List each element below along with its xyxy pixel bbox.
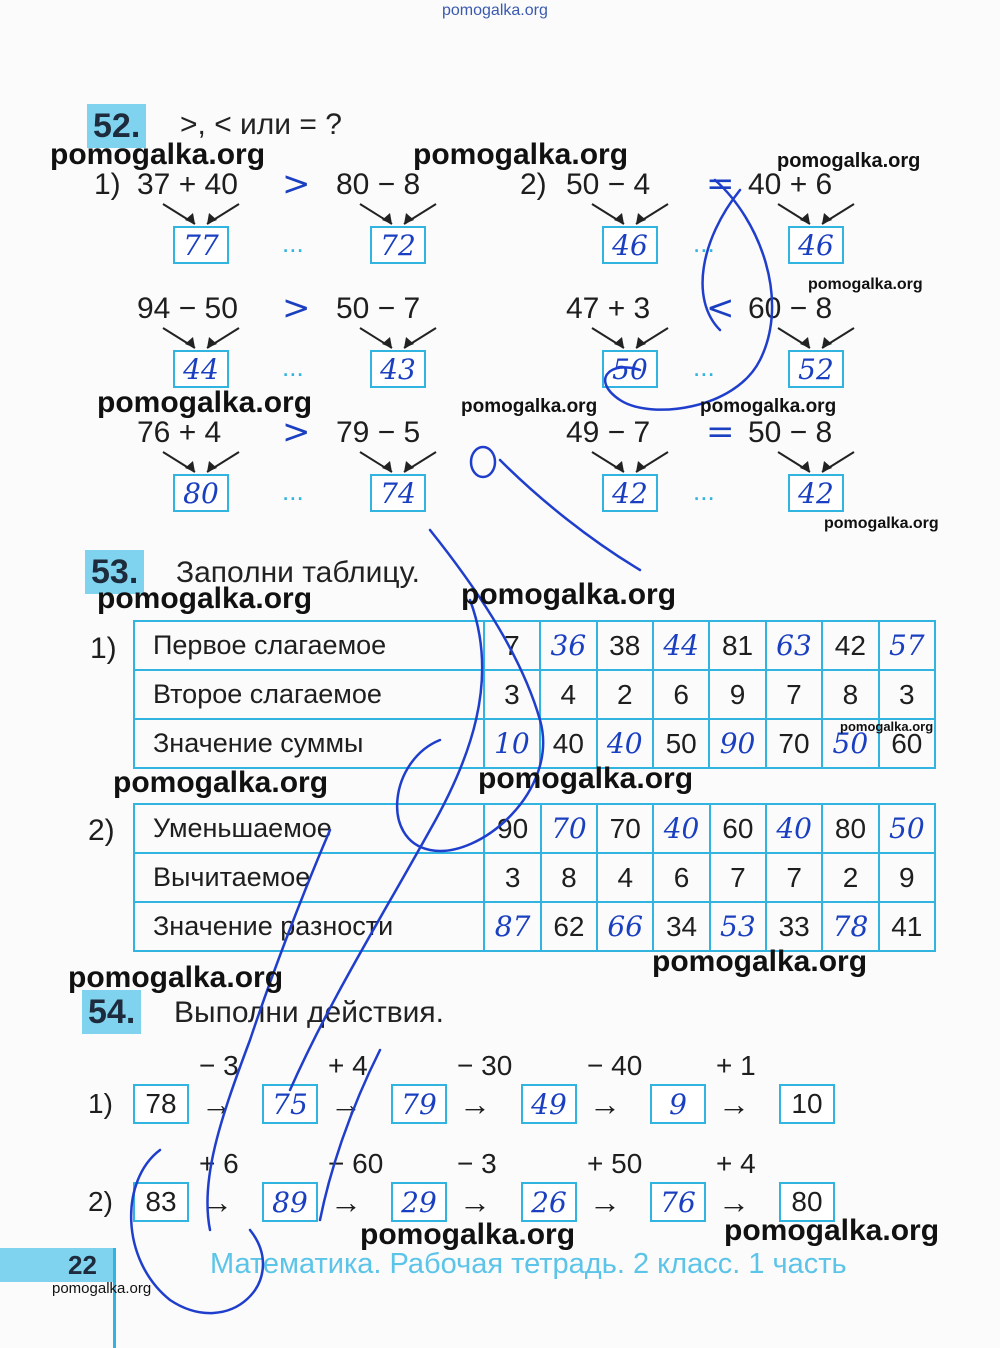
answer-box-right[interactable]: 74 [370, 474, 426, 512]
task-53-part2-label: 2) [88, 814, 115, 847]
answer-box-right[interactable]: 46 [788, 226, 844, 264]
expression-left: 94 − 50 [137, 292, 238, 325]
given-cell: 40 [540, 719, 596, 768]
given-cell: 4 [540, 670, 596, 719]
watermark: pomogalka.org [777, 150, 921, 172]
given-cell: 81 [709, 621, 765, 670]
expression-left: 76 + 4 [137, 416, 222, 449]
arrow-icon: → [718, 1086, 750, 1122]
given-cell: 34 [653, 902, 709, 951]
answer-cell[interactable]: 10 [484, 719, 540, 768]
comparison-sign: > [282, 412, 311, 452]
chain-answer-box[interactable]: 79 [391, 1084, 447, 1124]
operation-label: + 4 [328, 1050, 368, 1081]
answer-box-left[interactable]: 44 [173, 350, 229, 388]
task-53-number: 53. [85, 550, 144, 594]
watermark: pomogalka.org [97, 386, 313, 419]
addition-table [133, 620, 936, 769]
operation-label: + 1 [716, 1050, 756, 1081]
row-label: Уменьшаемое [134, 804, 484, 853]
arrow-icon: → [330, 1184, 362, 1220]
comparison-dots: ... [282, 228, 304, 258]
given-cell: 41 [879, 902, 935, 951]
watermark: pomogalka.org [478, 762, 694, 795]
answer-cell[interactable]: 50 [822, 719, 878, 768]
chain-value-box: 80 [779, 1182, 835, 1222]
given-cell: 90 [484, 804, 540, 853]
answer-cell[interactable]: 44 [653, 621, 709, 670]
answer-cell[interactable]: 40 [597, 719, 653, 768]
watermark: pomogalka.org [68, 961, 284, 994]
chain-value-box: 78 [133, 1084, 189, 1124]
comparison-sign: > [282, 288, 311, 328]
margin-line [113, 1248, 116, 1348]
watermark: pomogalka.org [97, 582, 313, 615]
answer-cell[interactable]: 40 [766, 804, 822, 853]
given-cell: 70 [766, 719, 822, 768]
expression-right: 40 + 6 [748, 168, 833, 201]
comparison-dots: ... [693, 476, 715, 506]
comparison-dots: ... [282, 476, 304, 506]
answer-cell[interactable]: 40 [653, 804, 709, 853]
given-cell: 80 [822, 804, 878, 853]
given-cell: 3 [484, 670, 540, 719]
answer-cell[interactable]: 63 [766, 621, 822, 670]
given-cell: 2 [597, 670, 653, 719]
watermark: pomogalka.org [360, 1218, 576, 1251]
task-53-part1-label: 1) [90, 632, 117, 665]
chain-answer-box[interactable]: 75 [262, 1084, 318, 1124]
given-cell: 6 [653, 670, 709, 719]
expression-left: 49 − 7 [566, 416, 651, 449]
task-52-part2-label: 2) [520, 168, 547, 201]
given-cell: 70 [597, 804, 653, 853]
comparison-dots: ... [282, 352, 304, 382]
subtraction-table [133, 803, 936, 952]
chain-answer-box[interactable]: 29 [391, 1182, 447, 1222]
given-cell: 62 [541, 902, 597, 951]
task-54-number: 54. [82, 990, 141, 1034]
row-label: Значение суммы [134, 719, 484, 768]
task-53-prompt: Заполни таблицу. [176, 556, 420, 589]
answer-cell[interactable]: 78 [822, 902, 878, 951]
row-label: Второе слагаемое [134, 670, 484, 719]
expression-right: 60 − 8 [748, 292, 833, 325]
answer-box-left[interactable]: 77 [173, 226, 229, 264]
page-number: 22 [0, 1248, 115, 1282]
task-54-prompt: Выполни действия. [174, 996, 444, 1029]
given-cell: 8 [822, 670, 878, 719]
given-cell: 60 [879, 719, 935, 768]
answer-box-right[interactable]: 42 [788, 474, 844, 512]
given-cell: 4 [597, 853, 653, 902]
given-cell: 7 [766, 853, 822, 902]
task-52-part1-label: 1) [94, 168, 121, 201]
watermark: pomogalka.org [840, 719, 934, 734]
chain-label: 2) [88, 1186, 113, 1217]
chain-label: 1) [88, 1088, 113, 1119]
watermark: pomogalka.org [113, 766, 329, 799]
arrow-icon: → [459, 1184, 491, 1220]
chain-answer-box[interactable]: 89 [262, 1182, 318, 1222]
table-row [134, 670, 935, 719]
operation-label: + 4 [716, 1148, 756, 1179]
given-cell: 7 [766, 670, 822, 719]
expression-right: 50 − 8 [748, 416, 833, 449]
task-52-prompt: >, < или = ? [180, 108, 342, 141]
comparison-sign: > [282, 164, 311, 204]
chain-value-box: 83 [133, 1182, 189, 1222]
arrow-icon: → [201, 1086, 233, 1122]
expression-right: 50 − 7 [336, 292, 421, 325]
given-cell: 9 [709, 670, 765, 719]
row-label: Первое слагаемое [134, 621, 484, 670]
answer-box-right[interactable]: 43 [370, 350, 426, 388]
comparison-sign: = [706, 412, 735, 452]
operation-label: − 3 [199, 1050, 239, 1081]
expression-left: 50 − 4 [566, 168, 651, 201]
expression-left: 47 + 3 [566, 292, 651, 325]
chain-answer-box[interactable]: 49 [521, 1084, 577, 1124]
chain-answer-box[interactable]: 76 [650, 1182, 706, 1222]
given-cell: 7 [484, 621, 540, 670]
answer-cell[interactable]: 90 [709, 719, 765, 768]
given-cell: 33 [766, 902, 822, 951]
operation-label: − 60 [328, 1148, 384, 1179]
arrow-icon: → [718, 1184, 750, 1220]
watermark: pomogalka.org [413, 138, 629, 171]
given-cell: 60 [710, 804, 766, 853]
book-title: Математика. Рабочая тетрадь. 2 класс. 1 часть [210, 1248, 847, 1280]
given-cell: 50 [653, 719, 709, 768]
answer-cell[interactable]: 57 [879, 621, 935, 670]
given-cell: 3 [484, 853, 540, 902]
arrow-icon: → [589, 1184, 621, 1220]
given-cell: 42 [822, 621, 878, 670]
comparison-dots: ... [693, 228, 715, 258]
row-label: Вычитаемое [134, 853, 484, 902]
chain-answer-box[interactable]: 26 [521, 1182, 577, 1222]
operation-label: + 50 [587, 1148, 643, 1179]
table-row [134, 902, 935, 951]
row-label: Значение разности [134, 902, 484, 951]
header-watermark: pomogalka.org [442, 2, 548, 19]
arrow-icon: → [459, 1086, 491, 1122]
given-cell: 38 [597, 621, 653, 670]
watermark: pomogalka.org [824, 515, 939, 532]
answer-cell[interactable]: 53 [710, 902, 766, 951]
answer-box-left[interactable]: 42 [602, 474, 658, 512]
given-cell: 9 [879, 853, 935, 902]
answer-box-left[interactable]: 80 [173, 474, 229, 512]
given-cell: 8 [541, 853, 597, 902]
table-row [134, 621, 935, 670]
given-cell: 3 [879, 670, 935, 719]
answer-cell[interactable]: 87 [484, 902, 540, 951]
answer-cell[interactable]: 50 [879, 804, 935, 853]
answer-box-right[interactable]: 52 [788, 350, 844, 388]
chain-answer-box[interactable]: 9 [650, 1084, 706, 1124]
watermark: pomogalka.org [52, 1280, 152, 1297]
table-row [134, 804, 935, 853]
given-cell: 6 [653, 853, 709, 902]
watermark: pomogalka.org [461, 396, 598, 417]
given-cell: 2 [822, 853, 878, 902]
chain-value-box: 10 [779, 1084, 835, 1124]
operation-label: + 6 [199, 1148, 239, 1179]
watermark: pomogalka.org [461, 578, 677, 611]
operation-label: − 3 [457, 1148, 497, 1179]
answer-box-right[interactable]: 72 [370, 226, 426, 264]
answer-box-left[interactable]: 50 [602, 350, 658, 388]
expression-right: 80 − 8 [336, 168, 421, 201]
watermark: pomogalka.org [724, 1214, 940, 1247]
watermark: pomogalka.org [808, 276, 923, 293]
answer-cell[interactable]: 70 [541, 804, 597, 853]
arrow-icon: → [201, 1184, 233, 1220]
table-row [134, 719, 935, 768]
expression-right: 79 − 5 [336, 416, 421, 449]
watermark: pomogalka.org [700, 396, 837, 417]
operation-label: − 30 [457, 1050, 513, 1081]
arrow-icon: → [330, 1086, 362, 1122]
comparison-sign: < [706, 288, 735, 328]
expression-left: 37 + 40 [137, 168, 238, 201]
task-52-number: 52. [87, 104, 146, 148]
comparison-sign: = [706, 164, 735, 204]
watermark: pomogalka.org [50, 138, 266, 171]
answer-box-left[interactable]: 46 [602, 226, 658, 264]
arrow-icon: → [589, 1086, 621, 1122]
given-cell: 7 [710, 853, 766, 902]
answer-cell[interactable]: 66 [597, 902, 653, 951]
table-row [134, 853, 935, 902]
operation-label: − 40 [587, 1050, 643, 1081]
watermark: pomogalka.org [652, 945, 868, 978]
answer-cell[interactable]: 36 [540, 621, 596, 670]
comparison-dots: ... [693, 352, 715, 382]
